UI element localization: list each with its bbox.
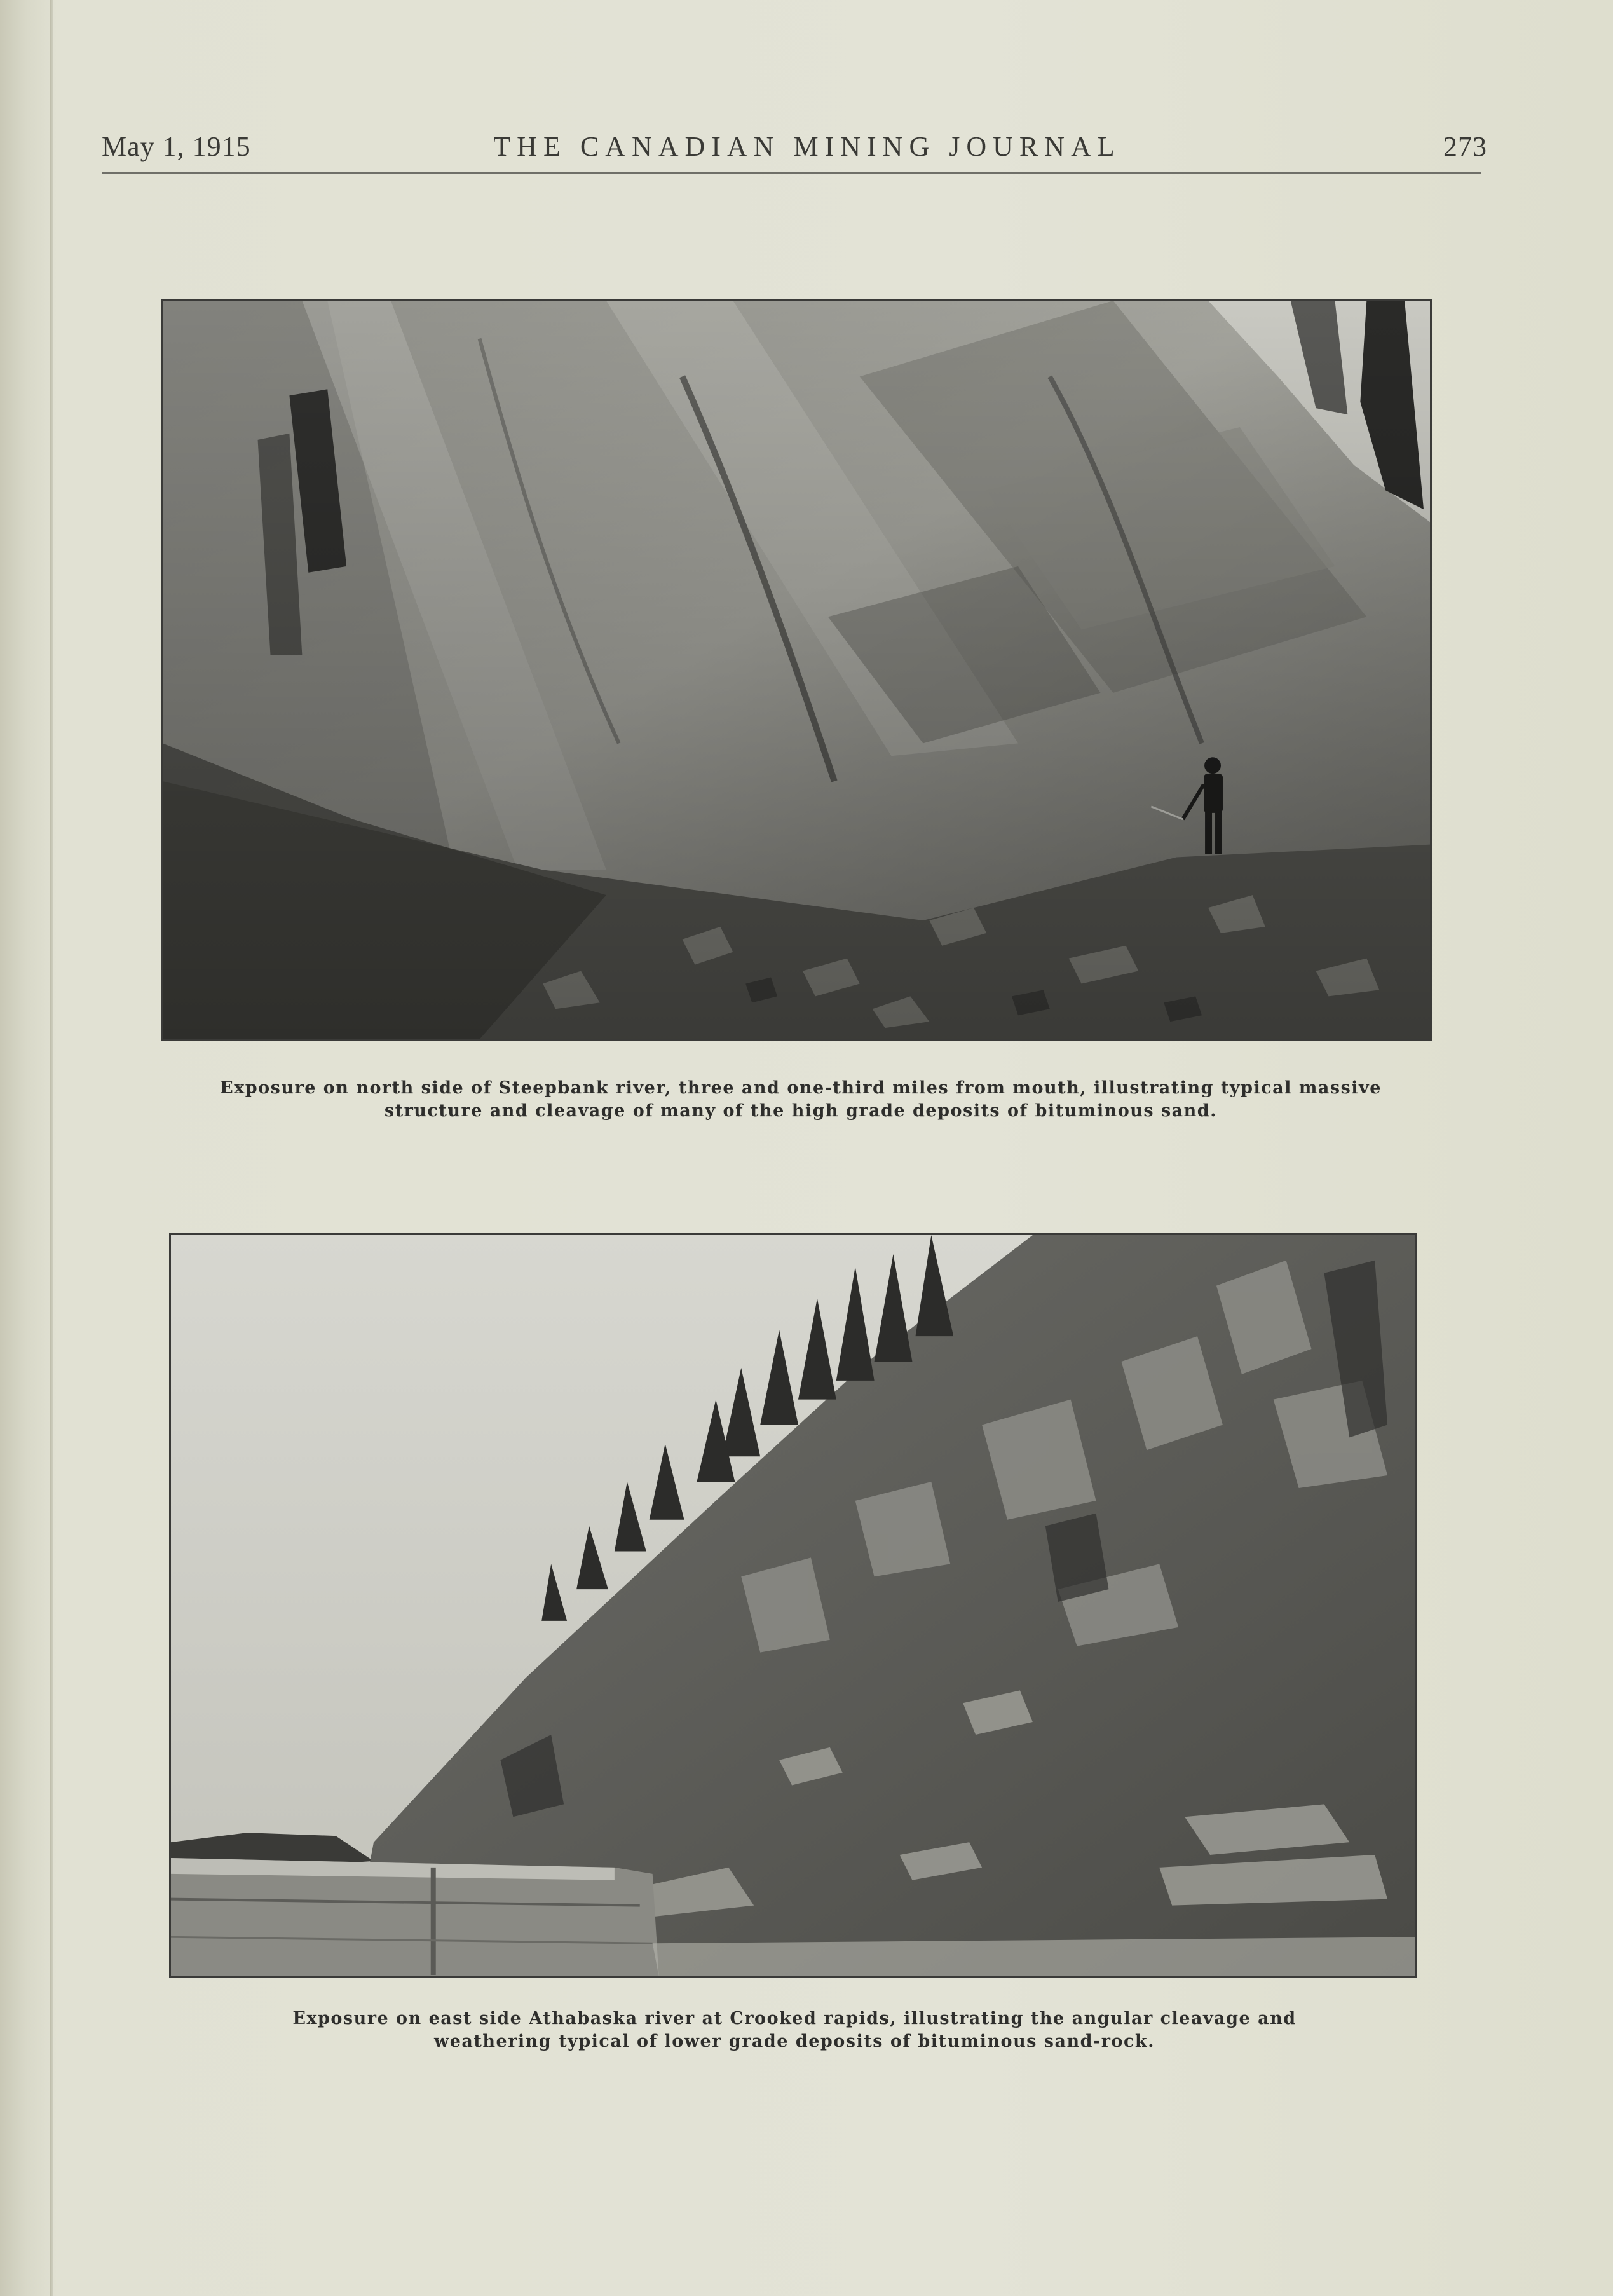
header-date: May 1, 1915: [102, 131, 251, 162]
photo-steepbank-image: [163, 301, 1430, 1039]
photo-steepbank-exposure: [161, 299, 1432, 1041]
header-rule: [102, 172, 1481, 174]
header-journal-title: THE CANADIAN MINING JOURNAL: [493, 131, 1121, 162]
running-header: [102, 130, 1487, 175]
boat-foreground: [171, 1858, 659, 1976]
page-gutter-shadow: [50, 0, 53, 2296]
caption-steepbank: [210, 1077, 1392, 1123]
header-page-number: 273: [1443, 131, 1487, 162]
photo-athabaska-image: [171, 1235, 1415, 1976]
caption-steepbank-line2: structure and cleavage of many of the high grade deposits of bituminous sand.: [384, 1101, 1218, 1121]
photo-athabaska-exposure: [169, 1233, 1417, 1978]
caption-steepbank-line1: Exposure on north side of Steepbank river, three and one-third miles from mouth, illustrating typical massive: [220, 1078, 1382, 1098]
caption-athabaska-line2: weathering typical of lower grade deposits of bituminous sand-rock.: [434, 2032, 1155, 2051]
caption-athabaska-line1: Exposure on east side Athabaska river at Crooked rapids, illustrating the angular cleavage and: [292, 2009, 1297, 2028]
caption-athabaska: [248, 2007, 1341, 2053]
